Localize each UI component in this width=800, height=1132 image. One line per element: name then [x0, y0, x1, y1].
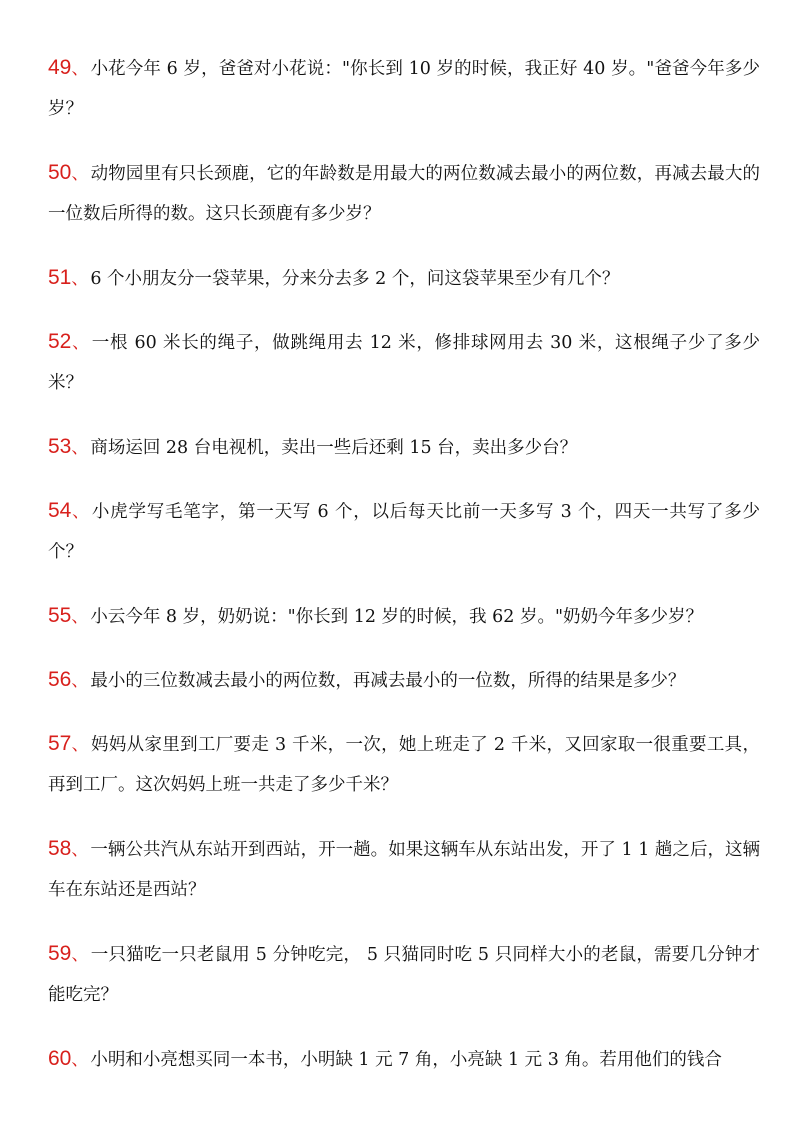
- problem-57: [48, 724, 760, 805]
- problem-text: 小虎学写毛笔字，第一天写 6 个，以后每天比前一天多写 3 个，四天一共写了多少个？: [48, 502, 760, 562]
- problem-text: 动物园里有只长颈鹿，它的年龄数是用最大的两位数减去最小的两位数，再减去最大的一位数后所得的数。这只长颈鹿有多少岁？: [48, 164, 761, 224]
- problem-53: [48, 427, 760, 468]
- problem-number: 56: [48, 668, 72, 691]
- problem-50: [48, 153, 760, 234]
- problem-60: [48, 1039, 760, 1080]
- problem-number: 58: [48, 837, 72, 860]
- problem-text: 一辆公共汽从东站开到西站，开一趟。如果这辆车从东站出发，开了 1 1 趟之后，这辆车在东站还是西站？: [48, 840, 760, 900]
- problem-separator: 、: [71, 269, 89, 289]
- problem-number: 52: [48, 330, 72, 353]
- problem-number: 55: [48, 604, 72, 627]
- problem-55: [48, 596, 760, 637]
- problem-text: 小花今年 6 岁，爸爸对小花说："你长到 10 岁的时候，我正好 40 岁。"爸爸今年多少岁？: [48, 59, 760, 119]
- problem-text: 一根 60 米长的绳子，做跳绳用去 12 米，修排球网用去 30 米，这根绳子少了多少米？: [48, 333, 760, 393]
- problem-number: 57: [48, 732, 72, 755]
- problem-separator: 、: [71, 671, 89, 691]
- problem-52: [48, 322, 760, 403]
- problem-text: 商场运回 28 台电视机，卖出一些后还剩 15 台，卖出多少台？: [90, 438, 578, 458]
- problem-text: 6 个小朋友分一袋苹果，分来分去多 2 个，问这袋苹果至少有几个？: [90, 269, 620, 289]
- problem-separator: 、: [71, 59, 89, 79]
- problem-separator: 、: [71, 1050, 89, 1070]
- problem-number: 59: [48, 942, 72, 965]
- problem-text: 一只猫吃一只老鼠用 5 分钟吃完， 5 只猫同时吃 5 只同样大小的老鼠，需要几分钟才能吃完？: [48, 945, 761, 1005]
- problem-49: [48, 48, 760, 129]
- problem-number: 60: [48, 1047, 72, 1070]
- problem-number: 51: [48, 266, 72, 289]
- problem-59: [48, 934, 760, 1015]
- problem-number: 53: [48, 435, 72, 458]
- problem-separator: 、: [71, 607, 89, 627]
- problem-text: 小云今年 8 岁，奶奶说："你长到 12 岁的时候，我 62 岁。"奶奶今年多少岁？: [90, 607, 704, 627]
- problem-separator: 、: [71, 840, 89, 860]
- problem-separator: 、: [71, 502, 90, 522]
- problem-separator: 、: [71, 164, 89, 184]
- problem-separator: 、: [71, 735, 89, 755]
- problem-text: 最小的三位数减去最小的两位数，再减去最小的一位数，所得的结果是多少？: [90, 671, 686, 691]
- problem-text: 小明和小亮想买同一本书，小明缺 1 元 7 角，小亮缺 1 元 3 角。若用他们的钱合: [90, 1050, 722, 1070]
- problem-number: 50: [48, 161, 72, 184]
- problem-text: 妈妈从家里到工厂要走 3 千米，一次，她上班走了 2 千米，又回家取一很重要工具，再到工厂。这次妈妈上班一共走了多少千米？: [48, 735, 760, 795]
- problem-separator: 、: [71, 945, 89, 965]
- problem-separator: 、: [71, 333, 90, 353]
- problem-separator: 、: [71, 438, 89, 458]
- problem-number: 49: [48, 56, 72, 79]
- problem-58: [48, 829, 760, 910]
- problem-51: [48, 258, 760, 299]
- problem-number: 54: [48, 499, 72, 522]
- problem-56: [48, 660, 760, 701]
- problem-54: [48, 491, 760, 572]
